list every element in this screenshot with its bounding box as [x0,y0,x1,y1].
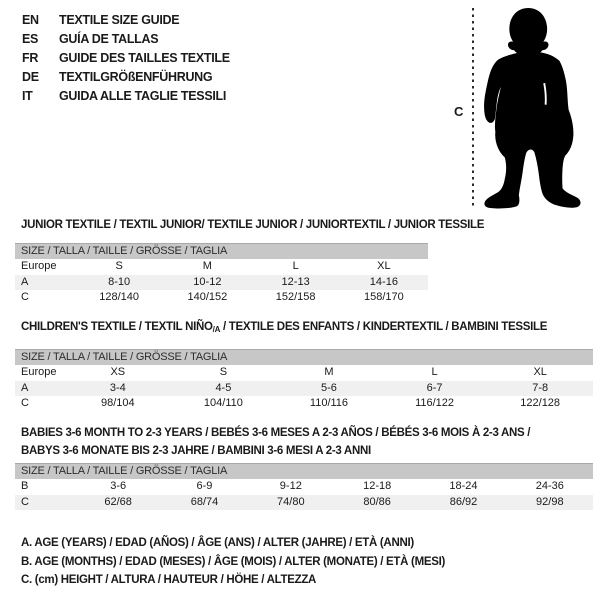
size-value-cell: 128/140 [99,291,139,303]
size-value-cell: 6-9 [196,480,213,492]
language-row [22,87,230,106]
language-code: DE [22,70,39,84]
size-value-cell: 14-16 [369,275,398,288]
size-value-cell: M [202,260,212,272]
language-title: GUIDA ALLE TAGLIE TESSILI [59,89,227,103]
row-label: A [21,381,29,394]
row-label: Europe [21,260,57,272]
size-value-cell: 92/98 [536,495,564,508]
size-value-cell: 104/110 [203,397,243,409]
row-label: A [21,275,29,288]
size-value-cell: M [324,366,334,378]
size-value-cell: 68/74 [190,495,219,508]
table-row [15,365,593,381]
language-title-list [22,11,230,106]
size-value-cell: 98/104 [100,397,135,409]
footnote-line: C. (cm) HEIGHT / ALTURA / HAUTEUR / HÖHE / ALTEZZA [21,574,317,586]
size-value-cell: 86/92 [449,495,478,508]
language-code: IT [22,89,33,103]
size-value-cell: 7-8 [532,381,549,394]
row-label: C [21,291,29,303]
language-code: EN [22,13,39,27]
size-value-cell: 5-6 [321,381,337,394]
size-value-cell: 12-18 [363,480,392,492]
size-value-cell: XL [377,260,391,272]
table-row [15,479,593,495]
language-code: FR [22,51,39,65]
children-size-table [15,349,593,412]
footnote-legend [21,534,445,590]
language-title: GUÍA DE TALLAS [59,32,159,46]
section-title-babies [21,424,530,460]
size-value-cell: 140/152 [187,291,228,303]
size-value-cell: 12-13 [281,275,310,288]
size-value-cell: 158/170 [363,291,404,303]
size-value-cell: L [431,366,438,378]
row-label: C [21,495,29,508]
size-header-bar: SIZE / TALLA / TAILLE / GRÖSSE / TAGLIA [15,243,428,259]
size-value-cell: XS [110,366,126,378]
size-value-cell: 152/158 [275,291,316,303]
language-row [22,30,230,49]
size-value-cell: 3-4 [109,381,126,394]
size-value-cell: 4-5 [215,381,232,394]
language-row [22,68,230,87]
junior-size-table [15,243,428,306]
size-value-cell: 24-36 [535,480,564,492]
language-row [22,49,230,68]
language-row [22,11,230,30]
section-title-babies-line2: BABYS 3-6 MONATE BIS 2-3 JAHRE / BAMBINI 3-6 MESI A 2-3 ANNI [21,445,371,457]
table-row [15,275,428,291]
size-value-cell: XL [533,366,547,378]
babies-size-table [15,463,593,510]
size-value-cell: L [292,260,299,272]
size-header-bar: SIZE / TALLA / TAILLE / GRÖSSE / TAGLIA [15,349,593,365]
table-row [15,259,428,275]
table-row [15,495,593,511]
size-value-cell: 122/128 [520,397,561,409]
language-title: GUIDE DES TAILLES TEXTILE [59,51,230,65]
table-row [15,381,593,397]
size-value-cell: 80/86 [363,495,391,508]
size-value-cell: 10-12 [193,275,222,288]
section-title-children: CHILDREN'S TEXTILE / TEXTIL NIÑO/A / TEXTILE DES ENFANTS / KINDERTEXTIL / BAMBINI TESSILE [21,321,548,334]
footnote-line: A. AGE (YEARS) / EDAD (AÑOS) / ÂGE (ANS) / ALTER (JAHRE) / ETÀ (ANNI) [21,537,414,549]
size-value-cell: 6-7 [426,381,443,394]
toddler-silhouette [479,7,585,210]
row-label: Europe [21,366,57,378]
size-value-cell: S [115,260,123,272]
section-title-babies-line1: BABIES 3-6 MONTH TO 2-3 YEARS / BEBÉS 3-6 MESES A 2-3 AÑOS / BÉBÉS 3-6 MOIS À 2-3 ANS / [21,427,531,439]
size-value-cell: 74/80 [277,495,305,508]
size-value-cell: 9-12 [279,480,302,492]
size-header-bar: SIZE / TALLA / TAILLE / GRÖSSE / TAGLIA [15,463,593,479]
size-value-cell: 18-24 [449,480,478,492]
size-value-cell: 62/68 [104,495,132,508]
height-measure-dotted-line [472,8,474,208]
footnote-line: B. AGE (MONTHS) / EDAD (MESES) / ÂGE (MOIS) / ALTER (MONATE) / ETÀ (MESI) [21,555,446,568]
height-measure-label: C [454,104,464,119]
language-title: TEXTILE SIZE GUIDE [59,13,180,27]
size-value-cell: 116/122 [415,397,455,409]
table-row [15,396,593,412]
row-label: B [21,480,29,492]
language-title: TEXTILGRÖßENFÜHRUNG [59,70,213,84]
section-title-junior: JUNIOR TEXTILE / TEXTIL JUNIOR/ TEXTILE JUNIOR / JUNIORTEXTIL / JUNIOR TESSILE [21,219,485,231]
size-value-cell: 8-10 [108,275,131,288]
size-value-cell: 3-6 [110,480,127,492]
size-value-cell: S [219,366,228,378]
row-label: C [21,397,29,409]
size-value-cell: 110/116 [309,397,349,409]
table-row [15,290,428,306]
language-code: ES [22,32,39,46]
